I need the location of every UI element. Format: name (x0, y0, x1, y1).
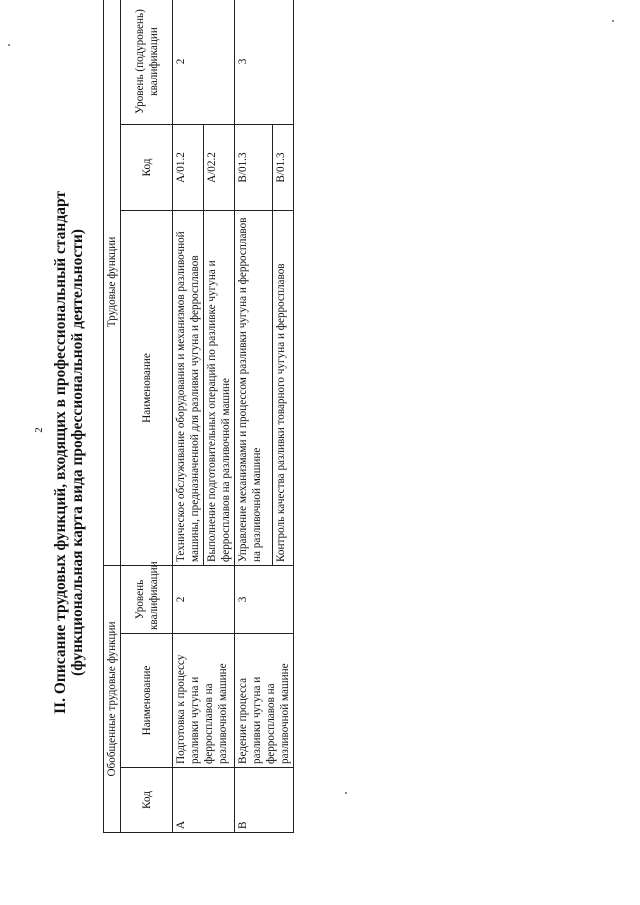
header-name: Наименование (121, 634, 173, 768)
header-level: Уровень квалификации (121, 566, 173, 634)
function-level: 2 (173, 0, 235, 125)
header-function-level: Уровень (подуровень) квалификации (121, 0, 173, 125)
header-code: Код (121, 768, 173, 833)
scan-speck (8, 44, 10, 46)
header-function-name: Наименование (121, 211, 173, 566)
function-name: Техническое обслуживание оборудования и механизмов разливочной машины, предназначенной для разливки чугуна и ферросплавов (173, 211, 204, 566)
header-function-code: Код (121, 125, 173, 211)
function-code: A/01.2 (173, 125, 204, 211)
scan-speck (345, 792, 347, 794)
row-level: 2 (173, 566, 235, 634)
table-column-header (121, 0, 173, 833)
row-level: 3 (235, 566, 294, 634)
title-line-2: (функциональная карта вида профессиональной деятельности) (69, 229, 86, 676)
row-name: Подготовка к процессу разливки чугуна и ферросплавов на разливочной машине (173, 634, 235, 768)
function-name: Контроль качества разливки товарного чугуна и ферросплавов (273, 211, 294, 566)
table-group-header (104, 0, 121, 833)
function-code: B/01.3 (273, 125, 294, 211)
function-code: B/01.3 (235, 125, 273, 211)
header-generalized-functions: Обобщенные трудовые функции (104, 566, 121, 833)
function-level: 3 (235, 0, 294, 125)
row-code: A (173, 768, 235, 833)
function-code: A/02.2 (204, 125, 235, 211)
function-name: Выполнение подготовительных операций по разливке чугуна и ферросплавов на разливочной машине (204, 211, 235, 566)
page-number: 2 (33, 427, 45, 433)
page-title (52, 0, 86, 905)
functional-map-table (103, 0, 294, 833)
title-line-1: II. Описание трудовых функций, входящих в профессиональный стандарт (52, 191, 69, 714)
scan-speck (612, 20, 614, 22)
table-row (235, 0, 273, 833)
row-name: Ведение процесса разливки чугуна и ферросплавов на разливочной машине (235, 634, 294, 768)
function-name: Управление механизмами и процессом разливки чугуна и ферросплавов на разливочной машине (235, 211, 273, 566)
header-labor-functions: Трудовые функции (104, 0, 121, 566)
table-row (173, 0, 204, 833)
row-code: B (235, 768, 294, 833)
